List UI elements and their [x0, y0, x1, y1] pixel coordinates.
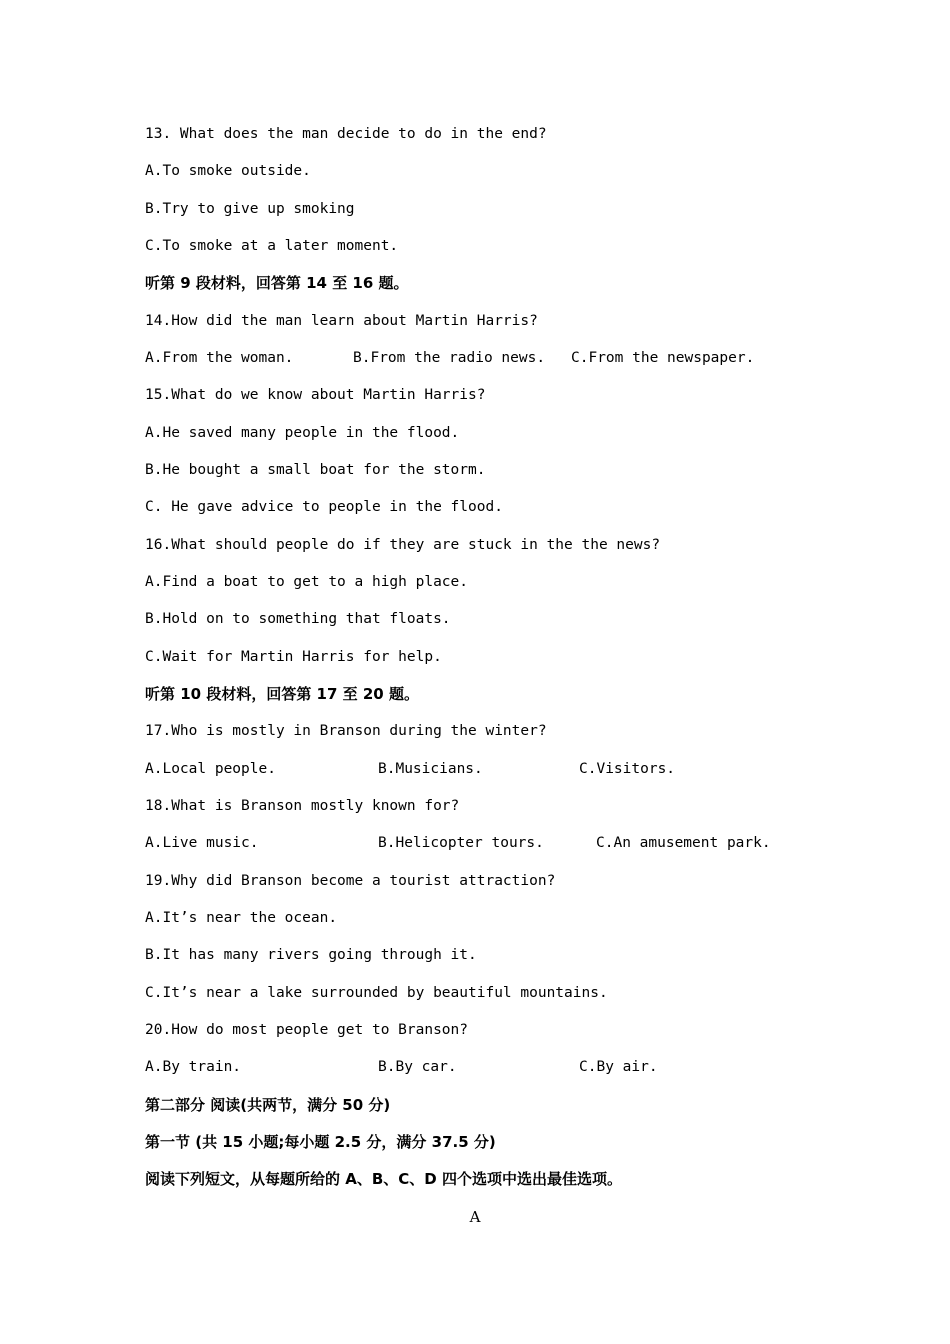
- q16-option-c: C.Wait for Martin Harris for help.: [145, 649, 442, 665]
- q15-question: 15.What do we know about Martin Harris?: [145, 387, 486, 403]
- q20-option-a: A.By train.: [145, 1059, 242, 1075]
- q17-option-c: C.Visitors.: [579, 761, 676, 777]
- q20-option-b: B.By car.: [378, 1059, 457, 1075]
- q18-option-b: B.Helicopter tours.: [378, 835, 544, 851]
- reading-instructions: 阅读下列短文，从每题所给的 A、B、C、D 四个选项中选出最佳选项。: [145, 1170, 622, 1188]
- q19-option-c: C.It’s near a lake surrounded by beautiful mountains.: [145, 985, 608, 1001]
- q17-option-a: A.Local people.: [145, 761, 276, 777]
- passage-label: A: [469, 1208, 481, 1226]
- q19-question: 19.Why did Branson become a tourist attraction?: [145, 873, 556, 889]
- q20-option-c: C.By air.: [579, 1059, 658, 1075]
- section-9-heading: 听第 9 段材料，回答第 14 至 16 题。: [145, 274, 409, 292]
- q19-option-b: B.It has many rivers going through it.: [145, 947, 477, 963]
- section-1-heading: 第一节 (共 15 小题;每小题 2.5 分，满分 37.5 分): [145, 1133, 496, 1151]
- q17-question: 17.Who is mostly in Branson during the winter?: [145, 723, 547, 739]
- q14-option-a: A.From the woman.: [145, 350, 294, 366]
- q13-option-b: B.Try to give up smoking: [145, 201, 355, 217]
- q13-option-c: C.To smoke at a later moment.: [145, 238, 399, 254]
- q15-option-b: B.He bought a small boat for the storm.: [145, 462, 486, 478]
- q13-question: 13. What does the man decide to do in the end?: [145, 126, 547, 142]
- q16-option-b: B.Hold on to something that floats.: [145, 611, 451, 627]
- q17-option-b: B.Musicians.: [378, 761, 483, 777]
- q18-question: 18.What is Branson mostly known for?: [145, 798, 460, 814]
- q13-option-a: A.To smoke outside.: [145, 163, 311, 179]
- part-2-heading: 第二部分 阅读(共两节，满分 50 分): [145, 1096, 391, 1114]
- q19-option-a: A.It’s near the ocean.: [145, 910, 338, 926]
- q14-option-b: B.From the radio news.: [353, 350, 546, 366]
- q18-option-c: C.An amusement park.: [596, 835, 771, 851]
- q16-question: 16.What should people do if they are stuck in the the news?: [145, 537, 661, 553]
- q16-option-a: A.Find a boat to get to a high place.: [145, 574, 469, 590]
- q15-option-c: C. He gave advice to people in the flood.: [145, 499, 503, 515]
- q20-question: 20.How do most people get to Branson?: [145, 1022, 469, 1038]
- section-10-heading: 听第 10 段材料，回答第 17 至 20 题。: [145, 685, 419, 703]
- q15-option-a: A.He saved many people in the flood.: [145, 425, 460, 441]
- q14-option-c: C.From the newspaper.: [571, 350, 755, 366]
- q14-question: 14.How did the man learn about Martin Harris?: [145, 313, 538, 329]
- q18-option-a: A.Live music.: [145, 835, 259, 851]
